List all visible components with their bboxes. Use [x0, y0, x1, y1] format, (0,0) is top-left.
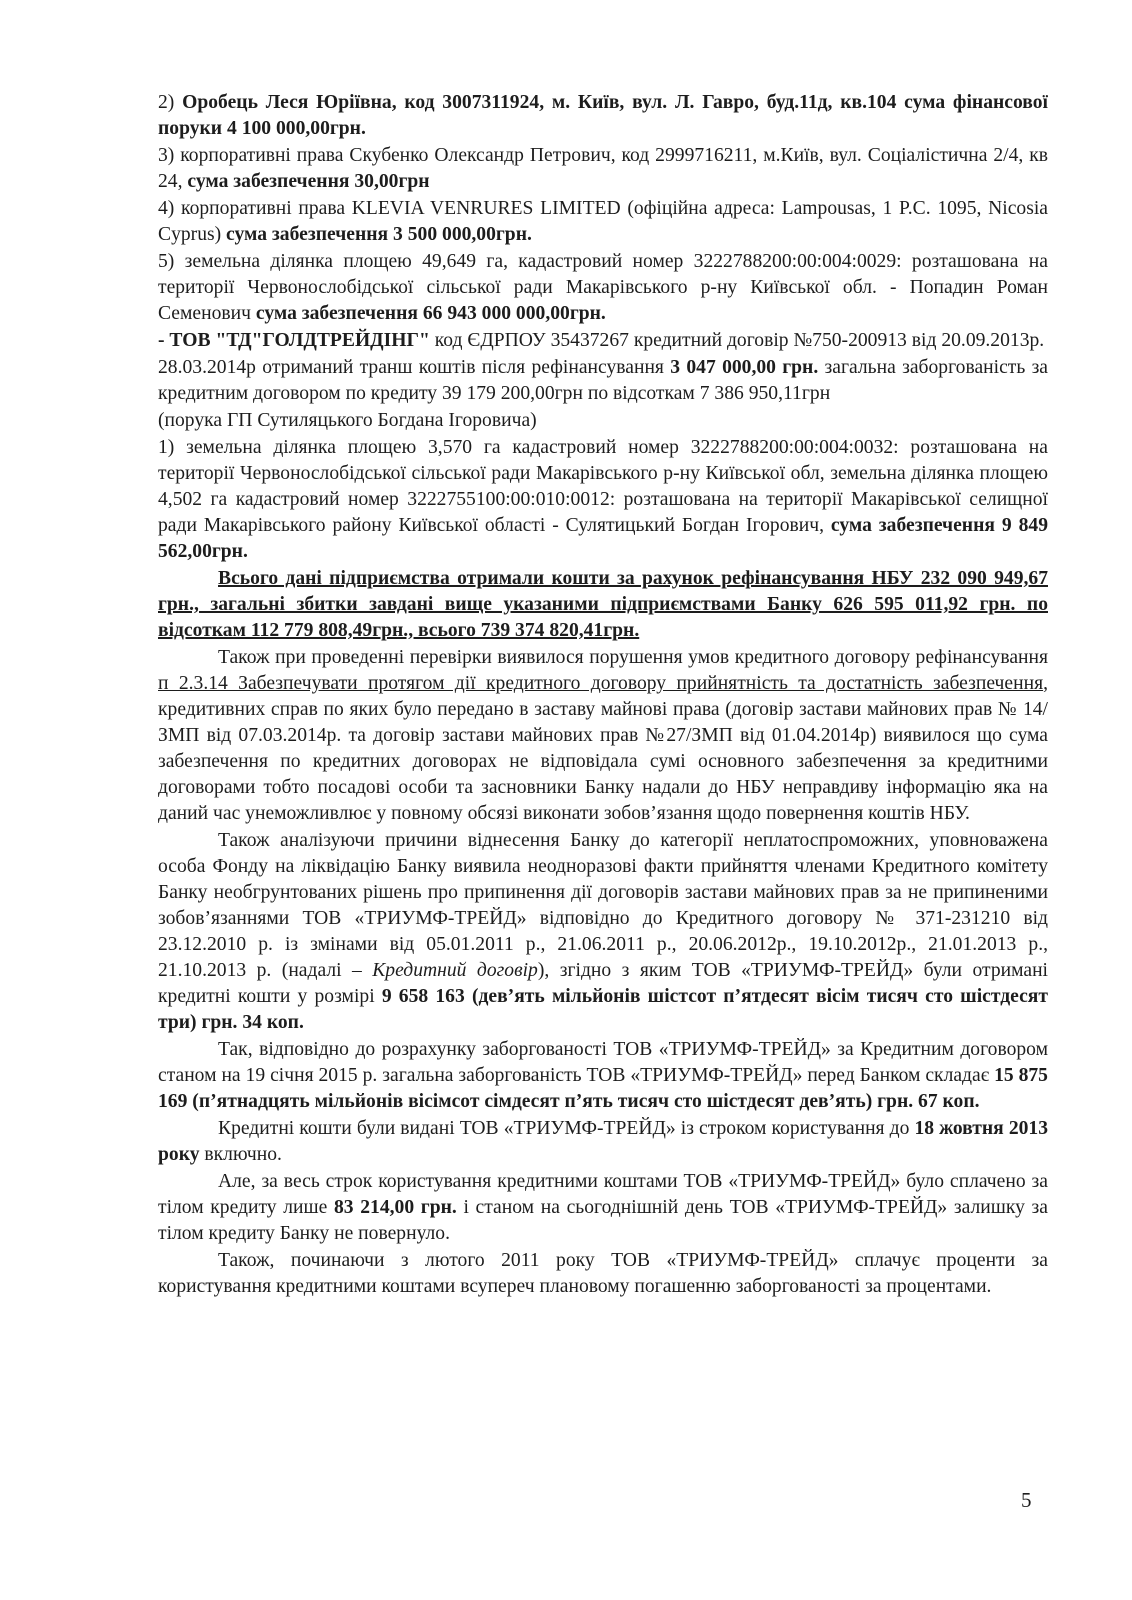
document-body	[158, 90, 1048, 1301]
item-5-amount: сума забезпечення 66 943 000 000,00грн.	[255, 303, 606, 324]
page-number: 5	[1021, 1488, 1032, 1512]
analysis-term: Кредитний договір	[372, 960, 538, 981]
total-summary: Всього дані підприємства отримали кошти за рахунок рефінансування НБУ 232 090 949,67 грн., загальні збитки завдані вище указаними підприємствами Банку 626 595 011,92 грн. по відсоткам 112 779 808,49грн., всього 739 374 820,41грн.	[158, 568, 1048, 641]
land-text: 1) земельна ділянка площею 3,570 га кадастровий номер 3222788200:00:004:0032: розташована на території Червонослобідської сільської ради Макарівського р-ну Київської обл, земельна ділянка площею 4,502 га кадастровий номер 3222755100:00:010:0012: розташована на території Макарівської селищної ради Макарівського району Київської області - Сулятицький Богдан Ігорович,	[158, 437, 1048, 536]
item-4	[158, 196, 1048, 248]
item-4-text: 4) корпоративні права KLEVIA VENRURES LIMITED (офіційна адреса: Lampousas, 1 P.C. 1095, Nicosia Cyprus)	[158, 198, 1048, 245]
analysis-amount: 9 658 163 (дев’ять мільйонів шістсот п’ятдесят вісім тисяч сто шістдесят три) грн. 34 коп.	[158, 986, 1048, 1033]
analysis-text: Також аналізуючи причини віднесення Банку до категорії неплатоспроможних, уповноважена особа Фонду на ліквідацію Банку виявила неодноразові факти прийняття членами Кредитного комітету Банку необгрунтованих рішень про припинення дії договорів застави майнових прав за не припиненими зобов’язаннями ТОВ «ТРИУМФ-ТРЕЙД» відповідно до Кредитного договору № 371-231210 від 23.12.2010 р. із змінами від 05.01.2011 р., 21.06.2011 р., 20.06.2012р., 19.10.2012р., 21.01.2013 р., 21.10.2013 р. (надалі –	[158, 830, 1048, 981]
item-2-number: 2)	[158, 92, 183, 113]
paid-text: Але, за весь строк користування кредитними коштами ТОВ «ТРИУМФ-ТРЕЙД» було сплачено за тілом кредиту лише	[158, 1171, 1048, 1218]
paid-amount: 83 214,00 грн.	[333, 1197, 457, 1218]
item-2	[158, 90, 1048, 142]
analysis-text-2: ), згідно з яким ТОВ «ТРИУМФ-ТРЕЙД» були отримані кредитні кошти у розмірі	[158, 960, 1048, 1007]
item-4-amount: сума забезпечення 3 500 000,00грн.	[226, 224, 532, 245]
tranche-debt: загальна заборгованість за кредитним договором по кредиту 39 179 200,00грн по відсоткам 7 386 950,11грн	[158, 357, 1049, 404]
debt-text: Так, відповідно до розрахунку заборгованості ТОВ «ТРИУМФ-ТРЕЙД» за Кредитним договором станом на 19 січня 2015 р. загальна заборгованість ТОВ «ТРИУМФ-ТРЕЙД» перед Банком складає	[158, 1039, 1048, 1086]
company-heading	[158, 328, 1048, 354]
debt-amount: 15 875 169 (п’ятнадцять мільйонів вісімсот сімдесят п’ять тисяч сто шістдесят дев’ять) грн. 67 коп.	[158, 1065, 1048, 1112]
tranche-text: 28.03.2014р отриманий транш коштів після рефінансування	[158, 357, 671, 378]
paragraph-interest: Також, починаючи з лютого 2011 року ТОВ «ТРИУМФ-ТРЕЙД» сплачує проценти за користування кредитними коштами всупереч плановому погашенню заборгованості за процентами.	[158, 1250, 1048, 1297]
paragraph-paid	[158, 1169, 1048, 1247]
paragraph-term	[158, 1116, 1048, 1168]
item-2-text: Оробець Леся Юріївна, код 3007311924, м. Київ, вул. Л. Гавро, буд.11д, кв.104 сума фінансової поруки 4 100 000,00грн.	[158, 92, 1048, 139]
paragraph-debt	[158, 1037, 1048, 1115]
paragraph-violation	[158, 645, 1048, 827]
total-paragraph	[158, 566, 1048, 644]
tranche-paragraph	[158, 355, 1048, 407]
item-3-text: 3) корпоративні права Скубенко Олександр Петрович, код 2999716211, м.Київ, вул. Соціалістична 2/4, кв 24,	[158, 145, 1048, 192]
paid-text-2: і станом на сьогоднішній день ТОВ «ТРИУМФ-ТРЕЙД» залишку за тілом кредиту Банку не повернуло.	[158, 1197, 1048, 1244]
item-5-text: 5) земельна ділянка площею 49,649 га, кадастровий номер 3222788200:00:004:0029: розташована на території Червонослобідської сільської ради Макарівського р-ну Київської обл. - Попадин Роман Семенович	[158, 251, 1048, 324]
paragraph-analysis	[158, 828, 1048, 1036]
surety-line: (порука ГП Сутиляцького Богдана Ігоровича)	[158, 410, 537, 431]
item-5	[158, 249, 1048, 327]
company-name: - ТОВ "ТД"ГОЛДТРЕЙДІНГ"	[158, 330, 430, 351]
violation-text: , кредитивних справ по яких було передано в заставу майнові права (договір застави майнових прав № 14/ЗМП від 07.03.2014р. та договір застави майнових прав №27/ЗМП від 01.04.2014р) виявилося що сума забезпечення по кредитних договорах не відповідала сумі основного забезпечення за кредитними договорами тобто посадові особи та засновники Банку надали до НБУ неправдиву інформацію яка на даний час унеможливлює у повному обсязі виконати зобов’язання щодо повернення коштів НБУ.	[158, 673, 1048, 824]
term-date: 18 жовтня 2013 року	[158, 1118, 1049, 1165]
company-details: код ЄДРПОУ 35437267 кредитний договір №750-200913 від 20.09.2013р.	[429, 330, 1045, 351]
tranche-amount: 3 047 000,00 грн.	[670, 357, 819, 378]
violation-intro: Також при проведенні перевірки виявилося порушення умов кредитного договору рефінансування	[218, 647, 1048, 668]
term-end: включно.	[199, 1144, 282, 1165]
item-3-amount: сума забезпечення 30,00грн	[187, 171, 430, 192]
land-paragraph	[158, 435, 1048, 565]
term-text: Кредитні кошти були видані ТОВ «ТРИУМФ-ТРЕЙД» із строком користування до	[218, 1118, 915, 1139]
item-3	[158, 143, 1048, 195]
violation-clause: п 2.3.14 Забезпечувати протягом дії кредитного договору прийнятність та достатність забезпечення	[158, 673, 1044, 694]
land-amount: сума забезпечення 9 849 562,00грн.	[158, 515, 1048, 562]
